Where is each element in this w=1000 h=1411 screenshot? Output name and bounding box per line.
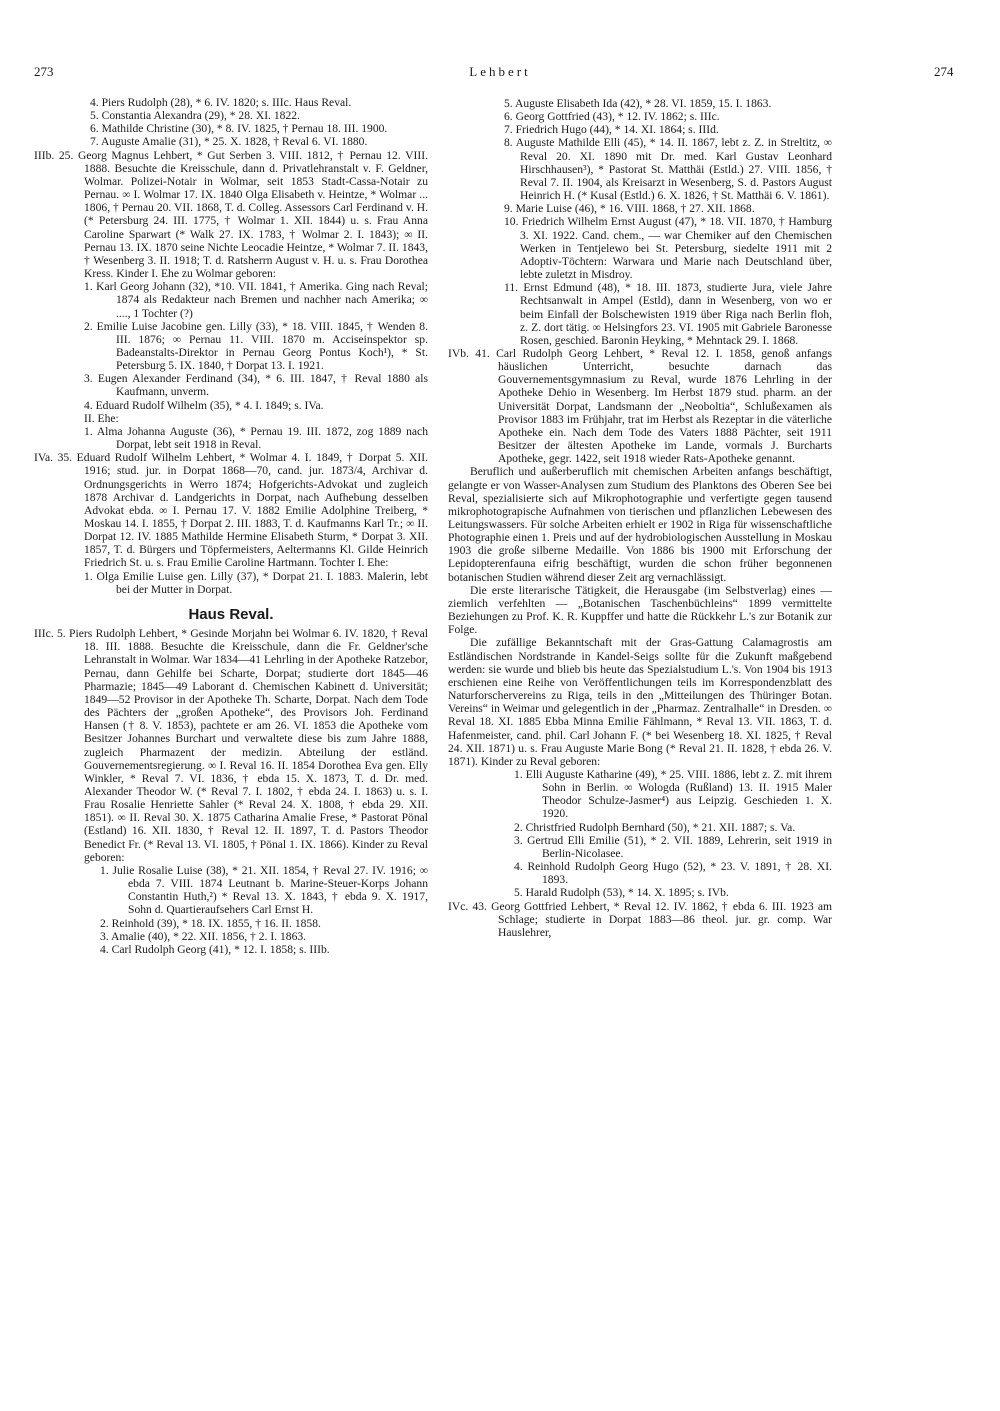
left-column [34, 96, 428, 956]
genealogy-entry: II. Ehe: [84, 411, 119, 425]
genealogy-entry: Beruflich und außerberuflich mit chemischen Arbeiten anfangs beschäftigt, gelangte er von Wasser-Analysen zum Studium des Planktons des Oberen See bei Reval, spezialisierte sich auf Mikrophotographie und verfertigte gegen tausend mikrophotograpische Aufnahmen von tierischen und pflanzlichen Lebewesen des Leitungswassers. Für solche Arbeiten erhielt er 1902 in Riga für wissenschaftliche Photographie einen 1. Preis und auf der hydrobiologischen Ausstellung in Moskau 1903 die große silberne Medaille. Von 1886 bis 1900 mit Erforschung der Lepidopterenfauna eifrig beschäftigt, wurden die schon früher begonnenen botanischen Studien während dieser Zeit arg vernachlässigt. [448, 465, 832, 584]
genealogy-entry: 6. Georg Gottfried (43), * 12. IV. 1862; s. IIIc. [504, 110, 720, 124]
genealogy-entry: IIIb. 25. Georg Magnus Lehbert, * Gut Serben 3. VIII. 1812, † Pernau 12. VIII. 1888. Besuchte die Kreisschule, dann d. Privatlehranstalt v. F. Geldner, Wolmar. Polizei-Notair in Wolmar, seit 1853 Stadt-Cassa-Notair zu Pernau. ∞ I. Wolmar 17. IX. 1840 Olga Elisabeth v. Heintze, * Wolmar ... 1806, † Pernau 20. VII. 1868, T. d. Colleg. Assessors Carl Ferdinand v. H. (* Petersburg 24. III. 1775, † Wolmar 1. XII. 1844) u. s. Frau Anna Caroline Sparwart (* Walk 27. IX. 1783, † Wolmar 2. I. 1843); ∞ II. Pernau 13. IX. 1870 seine Nichte Leocadie Heintze, * Wolmar 7. II. 1843, † Wesenberg 3. II. 1918; T. d. Ratsherrn August v. H. u. s. Frau Dorothea Kress. Kinder I. Ehe zu Wolmar geboren: [34, 148, 428, 281]
genealogy-entry: 9. Marie Luise (46), * 16. VIII. 1868, † 27. XII. 1868. [504, 202, 755, 216]
genealogy-entry: 4. Eduard Rudolf Wilhelm (35), * 4. I. 1849; s. IVa. [84, 398, 324, 412]
page-number-left: 273 [34, 64, 54, 79]
genealogy-entry: 8. Auguste Mathilde Elli (45), * 14. II. 1867, lebt z. Z. in Streltitz, ∞ Reval 20. XI. 1890 mit Dr. med. Karl Gustav Leonhard Hirschhausen³), * Pastorat St. Matthäi (Estld.) 27. VIII. 1856, † Reval 7. II. 1904, als Kreisarzt in Wesenberg, S. d. Pastors August Heinrich H. (* Kusal (Estld.) 6. X. 1826, † St. Matthäi 6. V. 1861). [504, 136, 832, 203]
section-heading: Haus Reval. [188, 605, 274, 623]
genealogy-entry: 4. Carl Rudolph Georg (41), * 12. I. 1858; s. IIIb. [100, 942, 330, 956]
right-column [448, 97, 832, 939]
genealogy-entry: 3. Gertrud Elli Emilie (51), * 2. VII. 1889, Lehrerin, seit 1919 in Berlin-Nicolasee. [514, 833, 832, 860]
genealogy-entry: 1. Julie Rosalie Luise (38), * 21. XII. 1854, † Reval 27. IV. 1916; ∞ ebda 7. VIII. 1874 Leutnant b. Marine-Steuer-Korps Johann Constantin Huth,²) * Reval 13. X. 1843, † ebda 9. X. 1917, Sohn d. Quartieraufsehers Carl Ernst H. [100, 863, 428, 917]
genealogy-entry: 5. Auguste Elisabeth Ida (42), * 28. VI. 1859, 15. I. 1863. [504, 97, 772, 110]
genealogy-entry: Die zufällige Bekanntschaft mit der Gras-Gattung Calamagrostis am Estländischen Nordstrande in Kandel-Seigs sollte für die Zukunft maßgebend werden: sie wurde und blieb bis heute das Spezialstudium L.'s. Von 1904 bis 1913 erschienen eine Reihe von Veröffentlichungen teils im Korrespondenzblatt des Naturforschervereins zu Riga, teils in den „Mitteilungen des Thüringer Botan. Vereins“ in Weimar und gelegentlich in der „Pharmaz. Zentralhalle“ in Dresden. ∞ Reval 18. XI. 1885 Ebba Minna Emilie Fählmann, * Reval 13. VII. 1863, T. d. Hafenmeister, cand. phil. Carl Johann F. (* bei Wesenberg 18. XI. 1825, † Reval 24. XII. 1871) u. s. Frau Auguste Marie Bong (* Reval 21. II. 1828, † ebda 26. V. 1871). Kinder zu Reval geboren: [448, 636, 832, 768]
genealogy-entry: 2. Emilie Luise Jacobine gen. Lilly (33), * 18. VIII. 1845, † Wenden 8. III. 1876; ∞ Pernau 11. VIII. 1870 m. Acciseinspektor sp. Badeanstalts-Direktor in Pernau Georg Pontus Koch¹), * St. Petersburg 5. IX. 1840, † Dorpat 13. I. 1921. [84, 319, 428, 373]
genealogy-entry: Die erste literarische Tätigkeit, die Herausgabe (im Selbstverlag) eines — ziemlich verfehlten — „Botanischen Taschenbüchleins“ 1899 vermittelte Beziehungen zu Prof. K. R. Kuppffer und hatte die Rückkehr L.'s zur Botanik zur Folge. [448, 583, 832, 637]
genealogy-entry: 3. Amalie (40), * 22. XII. 1856, † 2. I. 1863. [100, 929, 307, 943]
page-number-right: 274 [934, 64, 954, 79]
genealogy-entry: 1. Olga Emilie Luise gen. Lilly (37), * Dorpat 21. I. 1883. Malerin, lebt bei der Mutter in Dorpat. [84, 569, 428, 596]
genealogy-entry: 7. Auguste Amalie (31), * 25. X. 1828, † Reval 6. VI. 1880. [90, 135, 368, 149]
genealogy-entry: 5. Harald Rudolph (53), * 14. X. 1895; s. IVb. [514, 886, 729, 900]
genealogy-entry: 1. Elli Auguste Katharine (49), * 25. VIII. 1886, lebt z. Z. mit ihrem Sohn in Berlin. ∞ Wologda (Rußland) 13. II. 1915 Maler Theodor Schulze-Jasmer⁴) aus Leipzig. Geschieden 1. X. 1920. [514, 767, 832, 821]
genealogy-entry: 1. Alma Johanna Auguste (36), * Pernau 19. III. 1872, zog 1889 nach Dorpat, lebt seit 1918 in Reval. [84, 424, 428, 452]
genealogy-entry: 5. Constantia Alexandra (29), * 28. XI. 1822. [90, 109, 300, 123]
genealogy-entry: IVb. 41. Carl Rudolph Georg Lehbert, * Reval 12. I. 1858, genoß anfangs häuslichen Unterricht, besuchte darnach das Gouvernementsgymnasium zu Reval, wurde 1876 Lehrling in der Apotheke Dehio in Wesenberg. Im Herbst 1879 stud. pharm. an der Universität Dorpat, Landsmann der „Neoboltia“, Schlußexamen als Provisor 1883 im Frühjahr, trat im Herbst als Rezeptar in die väterliche Apotheke ein. Nach dem Tode des Vaters 1888 Pächter, seit 1911 Besitzer der ältesten Apotheke im Lande, vormals J. Burcharts Apotheke, gegr. 1422, seit 1918 wieder Rats-Apotheke genannt. [448, 346, 832, 466]
genealogy-entry: 1. Karl Georg Johann (32), *10. VII. 1841, † Amerika. Ging nach Reval; 1874 als Redakteur nach Bremen und nachher nach Amerika; ∞ ...., 1 Tochter (?) [84, 280, 428, 320]
genealogy-entry: 4. Reinhold Rudolph Georg Hugo (52), * 23. V. 1891, † 28. XI. 1893. [514, 860, 832, 887]
genealogy-entry: 6. Mathilde Christine (30), * 8. IV. 1825, † Pernau 18. III. 1900. [90, 122, 388, 136]
genealogy-entry: 10. Friedrich Wilhelm Ernst August (47), * 18. VII. 1870, † Hamburg 3. XI. 1922. Cand. chem., — war Chemiker auf den Chemischen Werken in Tentjelewo bei St. Petersburg, siedelte 1911 mit 2 Adoptiv-Töchtern: Warwara und Marie nach Deutschland über, lebte zuletzt in Misdroy. [504, 215, 832, 282]
running-title: Lehbert [469, 64, 531, 79]
genealogy-entry: 7. Friedrich Hugo (44), * 14. XI. 1864; s. IIId. [504, 123, 719, 137]
genealogy-entry: 2. Reinhold (39), * 18. IX. 1855, † 16. II. 1858. [100, 916, 321, 930]
genealogy-entry: 4. Piers Rudolph (28), * 6. IV. 1820; s. IIIc. Haus Reval. [90, 96, 352, 109]
genealogy-entry: IVc. 43. Georg Gottfried Lehbert, * Reval 12. IV. 1862, † ebda 6. III. 1923 am Schlage; studierte in Dorpat 1883—86 theol. jur. gr. comp. War Hauslehrer, [448, 899, 832, 939]
genealogy-entry: IIIc. 5. Piers Rudolph Lehbert, * Gesinde Morjahn bei Wolmar 6. IV. 1820, † Reval 18. III. 1888. Besuchte die Kreisschule, dann die Fr. Geldner'sche Lehranstalt in Wolmar. War 1834—41 Lehrling in der Apotheke Ratzebor, Pernau, dann Gehilfe bei Scharte, Dorpat; studierte dort 1845—46 Pharmazie; 1845—49 Laborant d. Chemischen Kabinett d. Universität; 1849—52 Provisor in der Apotheke Th. Scharte, Dorpat. Nach dem Tode des Pächters der „großen Apotheke“, des Provisors Joh. Ferdinand Hansen († 8. V. 1853), pachtete er am 26. VI. 1853 die Apotheke vom Besitzer Johannes Burchart und verwaltete diese bis zum Jahre 1888, zugleich Pharmazent der medizin. Abteilung der estländ. Gouvernementsregierung. ∞ I. Reval 16. II. 1854 Dorothea Eva gen. Elly Winkler, * Reval 7. VI. 1836, † ebda 15. X. 1873, T. d. Dr. med. Alexander Theodor W. (* Reval 7. I. 1802, † ebda 24. I. 1863) u. s. I. Frau Rosalie Henriette Sahler (* Reval 24. X. 1808, † ebda 29. XII. 1851). ∞ II. Reval 30. X. 1875 Catharina Amalie Frese, * Pastorat Pönal (Estland) 16. XII. 1830, † Reval 12. II. 1897, T. d. Pastors Theodor Benedict Fr. (* Reval 13. VI. 1805, † Pönal 1. IX. 1866). Kinder zu Reval geboren: [34, 627, 429, 864]
genealogy-entry: 11. Ernst Edmund (48), * 18. III. 1873, studierte Jura, viele Jahre Rechtsanwalt in Ampel (Estld), dann in Wesenberg, von wo er beim Einfall der Bolschewisten 1919 über Riga nach Berlin floh, z. Z. dort tätig. ∞ Helsingfors 23. VI. 1905 mit Gabriele Baronesse Rosen, geschied. Baronin Heyking, * Mehntack 29. I. 1868. [504, 281, 832, 347]
genealogy-entry: IVa. 35. Eduard Rudolf Wilhelm Lehbert, * Wolmar 4. I. 1849, † Dorpat 5. XII. 1916; stud. jur. in Dorpat 1868—70, cand. jur. 1873/4, Archivar d. Ordnungsgerichts in Werro 1874; Hofgerichts-Advokat und zugleich 1878 Archivar d. Landgerichts in Dorpat, nach Aufhebung desselben Advokat ebda. ∞ I. Pernau 17. V. 1882 Emilie Adolphine Treiberg, * Moskau 14. I. 1855, † Dorpat 2. III. 1883, T. d. Kaufmanns Karl Tr.; ∞ II. Dorpat 12. IV. 1885 Mathilde Hermine Elisabeth Sturm, * Dorpat 3. XII. 1857, T. d. Bürgers und Töpfermeisters, Aeltermanns Kl. Gilde Heinrich Friedrich St. u. s. Frau Emilie Caroline Hartmann. Tochter I. Ehe: [34, 451, 428, 570]
genealogy-entry: 3. Eugen Alexander Ferdinand (34), * 6. III. 1847, † Reval 1880 als Kaufmann, unverm. [84, 372, 428, 399]
genealogy-entry: 2. Christfried Rudolph Bernhard (50), * 21. XII. 1887; s. Va. [514, 820, 796, 834]
